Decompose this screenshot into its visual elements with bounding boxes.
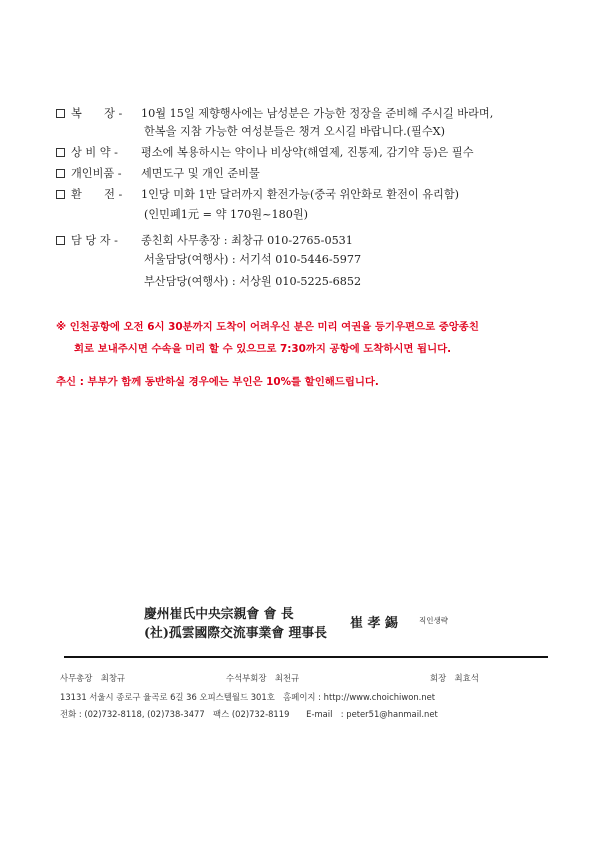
- item-text-cont: 부산담당(여행사) : 서상원 010-5225-6852: [144, 275, 362, 288]
- notice-line-2: 회로 보내주시면 수속을 미리 할 수 있으므로 7:30까지 공항에 도착하시면 됩니다.: [74, 343, 452, 355]
- item-text: 세면도구 및 개인 준비물: [141, 167, 260, 180]
- footer-chair: 회장 최효석: [430, 673, 479, 683]
- notice-postscript: 추신 : 부부가 함께 동반하실 경우에는 부인은 10%를 할인해드립니다.: [56, 376, 379, 388]
- notice-line-1: ※ 인천공항에 오전 6시 30분까지 도착이 어려우신 분은 미리 여권을 등기우편으로 중앙종친: [56, 321, 479, 333]
- item-label: 환 전 -: [71, 188, 123, 201]
- item-label: 담 당 자 -: [71, 234, 118, 247]
- footer-divider: [64, 656, 548, 658]
- checkbox-icon: [56, 109, 65, 118]
- item-exchange: [56, 187, 459, 203]
- item-text: 10월 15일 제향행사에는 남성분은 가능한 정장을 준비해 주시길 바라며,: [141, 107, 494, 120]
- item-contacts: [56, 233, 353, 249]
- org-line-1: 慶州崔氏中央宗親會 會 長: [144, 607, 294, 622]
- item-medicine: [56, 145, 474, 161]
- checkbox-icon: [56, 148, 65, 157]
- item-text-cont: 서울담당(여행사) : 서기석 010-5446-5977: [144, 253, 362, 266]
- item-text: 종친회 사무총장 : 최창규 010-2765-0531: [141, 234, 353, 247]
- item-label: 상 비 약 -: [71, 146, 118, 159]
- item-text: 평소에 복용하시는 약이나 비상약(해열제, 진통제, 감기약 등)은 필수: [141, 146, 474, 159]
- checkbox-icon: [56, 169, 65, 178]
- item-text-cont: (인민폐1元 = 약 170원~180원): [144, 208, 309, 221]
- checkbox-icon: [56, 190, 65, 199]
- org-line-2: (社)孤雲國際交流事業會 理事長: [144, 626, 327, 641]
- item-text: 1인당 미화 1만 달러까지 환전가능(중국 위안화로 환전이 유리함): [141, 188, 460, 201]
- item-text-cont: 한복을 지참 가능한 여성분들은 챙겨 오시길 바랍니다.(필수X): [144, 125, 445, 138]
- footer-contact: 전화 : (02)732-8118, (02)738-3477 팩스 (02)732-8119 E-mail : peter51@hanmail.net: [60, 709, 438, 719]
- item-label: 복 장 -: [71, 107, 123, 120]
- checkbox-icon: [56, 236, 65, 245]
- item-dress: [56, 106, 493, 122]
- seal-omitted: 직인생략: [419, 616, 448, 625]
- footer-address: 13131 서울시 종로구 율곡로 6길 36 오피스텔월드 301호 홈페이지 : http://www.choichiwon.net: [60, 692, 436, 702]
- footer-vice-chair: 수석부회장 최천규: [226, 673, 300, 683]
- item-label: 개인비품 -: [71, 167, 122, 180]
- signer-name: 崔 孝 錫: [350, 616, 399, 631]
- footer-secretary: 사무총장 최창규: [60, 673, 126, 683]
- item-supplies: [56, 166, 260, 182]
